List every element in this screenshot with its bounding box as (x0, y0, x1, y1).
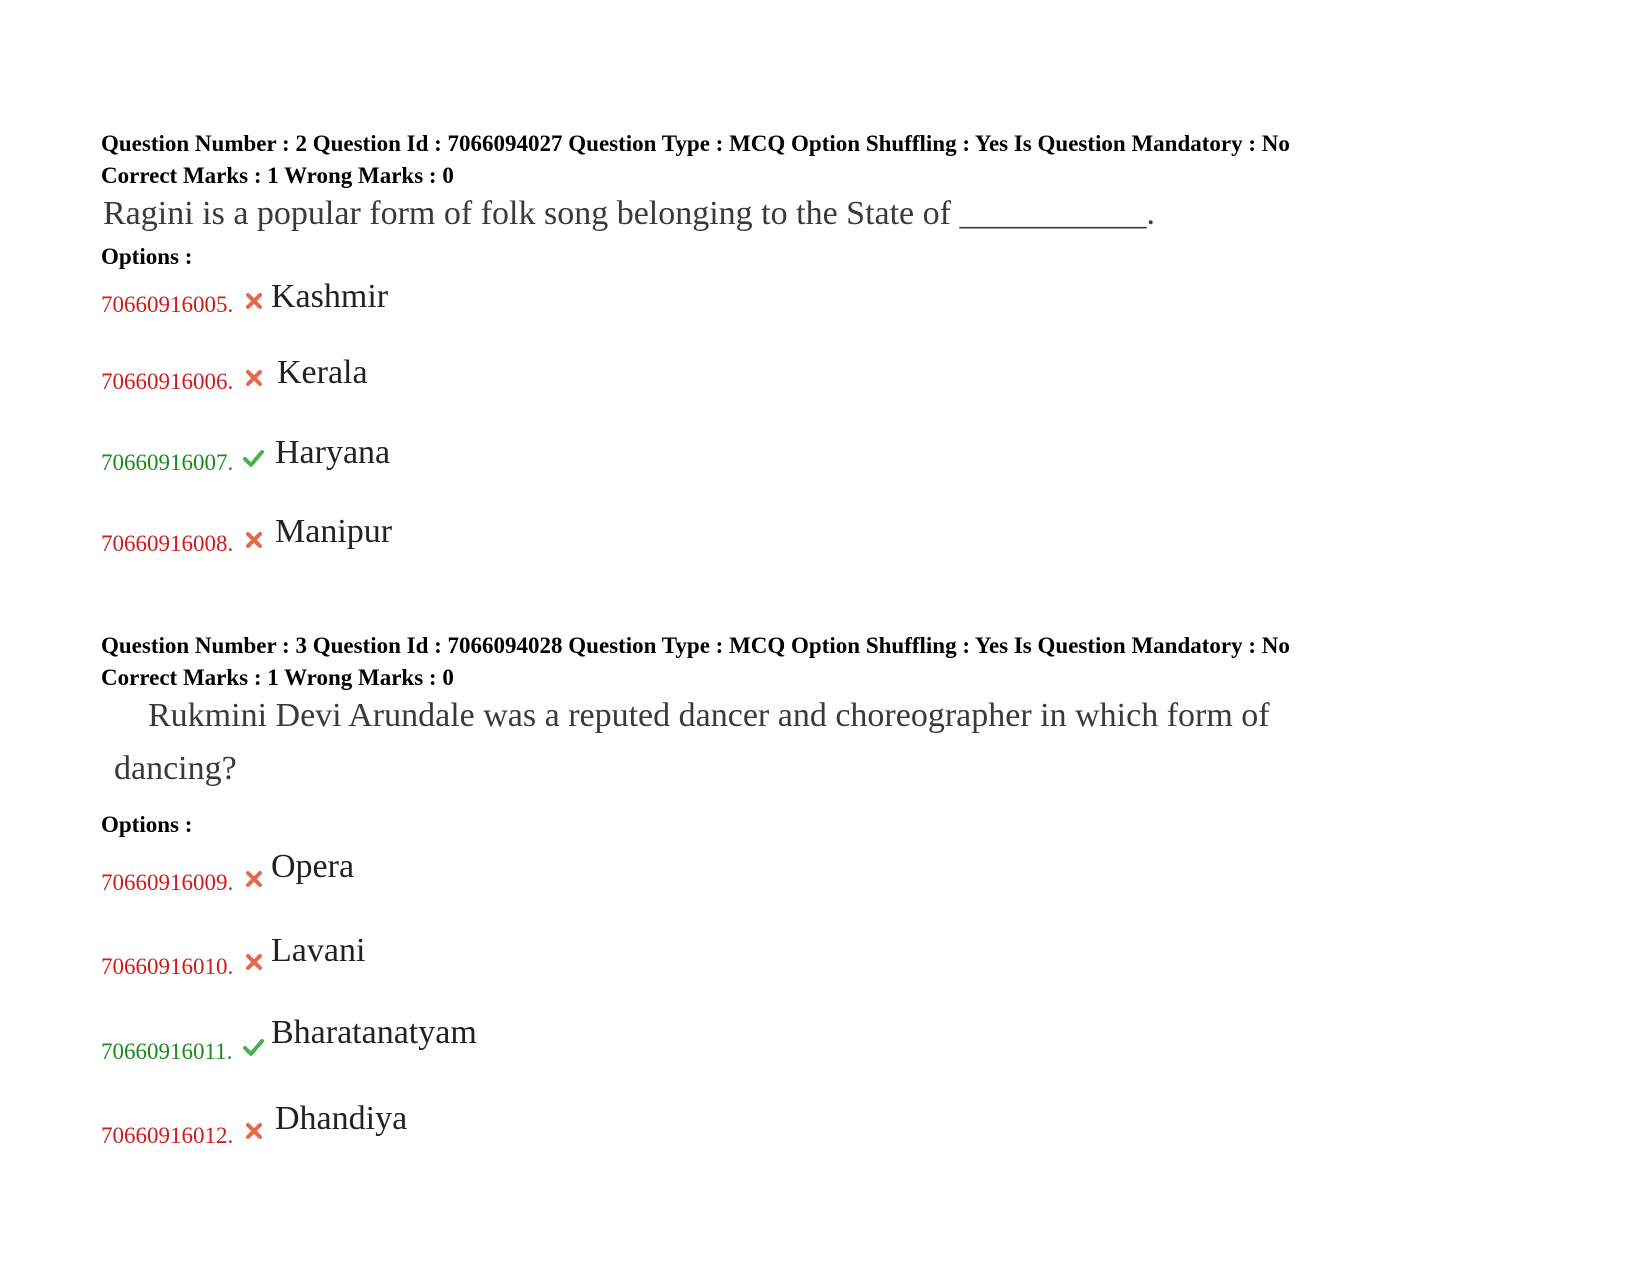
option-id: 70660916007. (101, 450, 234, 475)
option-text: Opera (271, 848, 355, 885)
question-2-meta-line1: Question Number : 2 Question Id : 7066094027 Question Type : MCQ Option Shuffling : Yes Is Question Mandatory : No (101, 131, 1290, 156)
question-3-options-label: Options : (101, 812, 193, 837)
option-text: Bharatanatyam (271, 1014, 477, 1051)
option-text: Kashmir (271, 278, 389, 315)
check-icon (242, 1036, 264, 1058)
option-id: 70660916005. (101, 292, 234, 317)
check-icon (242, 447, 264, 469)
cross-icon (243, 868, 265, 890)
cross-icon (243, 367, 265, 389)
option-text: Haryana (275, 434, 391, 471)
option-id: 70660916009. (101, 870, 234, 895)
option-text: Dhandiya (275, 1100, 408, 1137)
option-row (101, 1099, 501, 1149)
option-row (101, 512, 501, 562)
question-3-text-line1: Rukmini Devi Arundale was a reputed dancer and choreographer in which form of (148, 697, 1270, 734)
cross-icon (243, 951, 265, 973)
cross-icon (243, 1120, 265, 1142)
option-id: 70660916012. (101, 1123, 234, 1148)
question-2-meta-line2: Correct Marks : 1 Wrong Marks : 0 (101, 163, 454, 188)
option-id: 70660916010. (101, 954, 234, 979)
cross-icon (243, 529, 265, 551)
option-row (101, 847, 501, 897)
option-row (101, 931, 501, 981)
option-row (101, 433, 501, 483)
option-id: 70660916011. (101, 1039, 233, 1064)
option-row (101, 277, 501, 327)
question-3-meta-line1: Question Number : 3 Question Id : 7066094028 Question Type : MCQ Option Shuffling : Yes Is Question Mandatory : No (101, 633, 1290, 658)
question-3-meta-line2: Correct Marks : 1 Wrong Marks : 0 (101, 665, 454, 690)
option-id: 70660916008. (101, 531, 234, 556)
question-2-options-label: Options : (101, 244, 193, 269)
question-2-text: Ragini is a popular form of folk song belonging to the State of ___________. (103, 195, 1155, 232)
question-3-text-line2: dancing? (114, 750, 237, 787)
option-row (101, 353, 501, 403)
option-text: Manipur (275, 513, 393, 550)
option-row (101, 1013, 521, 1063)
option-id: 70660916006. (101, 369, 234, 394)
option-text: Kerala (277, 354, 368, 391)
cross-icon (243, 290, 265, 312)
option-text: Lavani (271, 932, 366, 969)
